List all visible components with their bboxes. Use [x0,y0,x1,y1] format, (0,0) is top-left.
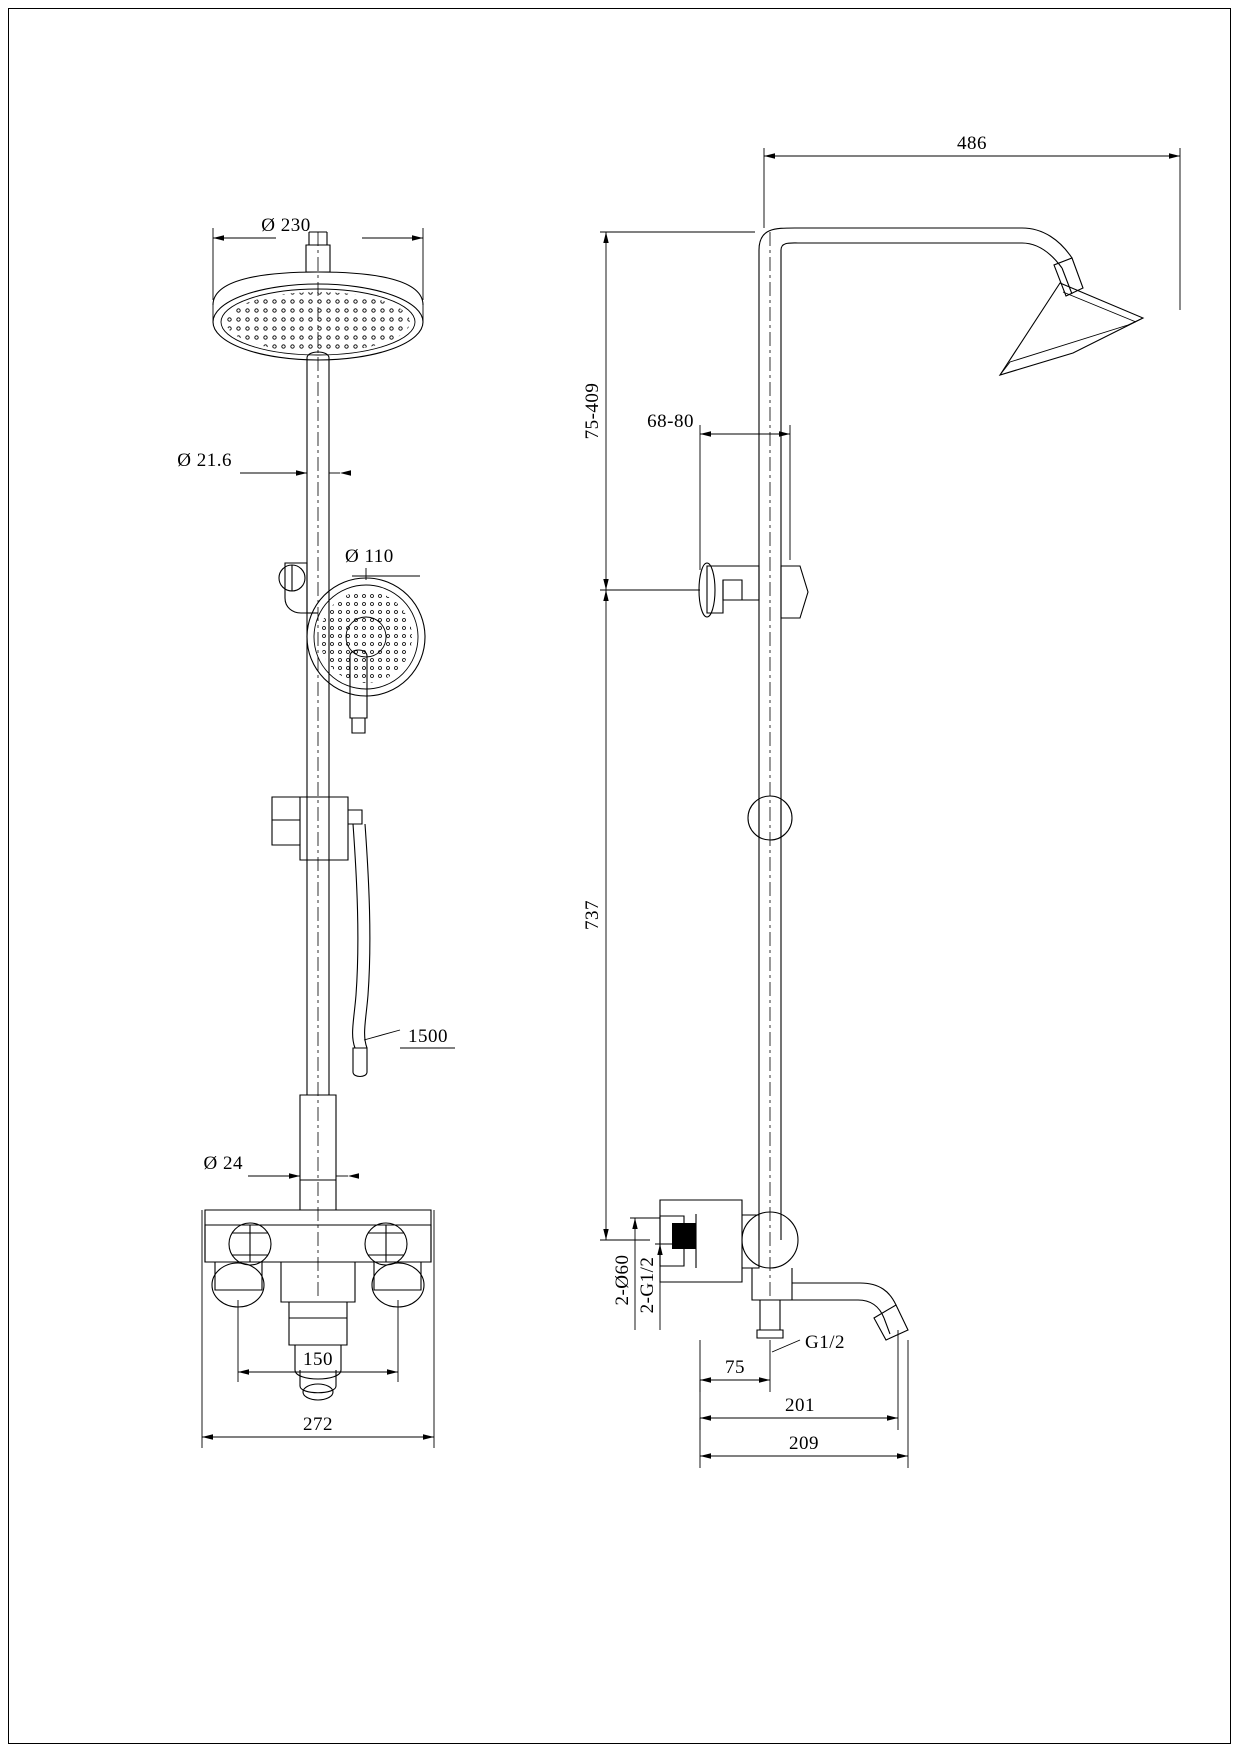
dim-wall-to-body-text: 75 [725,1357,745,1378]
dim-spout-thread-text: G1/2 [805,1332,845,1353]
dim-riser-height-text: 737 [582,900,603,930]
front-view [177,215,455,1448]
dim-inlet-thread [637,1244,690,1330]
dim-inlet-diameter [204,1153,348,1176]
side-wall-bracket [699,563,808,618]
side-view [582,133,1180,1468]
dim-wall-to-body [700,1340,770,1392]
dim-handshower-diameter-text: Ø 110 [345,546,394,567]
dim-riser-height [582,590,700,1240]
dim-handshower-diameter [345,546,420,580]
side-mixer-body [660,1200,908,1340]
dim-head-height-range-text: 75-409 [582,382,603,440]
dim-inlet-spacing-text: 150 [303,1349,333,1370]
dim-inlet-thread-text: 2-G1/2 [637,1256,658,1314]
front-handshower [279,563,425,733]
dim-bracket-projection-text: 68-80 [647,411,694,432]
dim-arm-reach [764,133,1180,310]
dim-riser-diameter-text: Ø 21.6 [177,450,232,471]
side-overhead-head [1000,258,1143,375]
dim-inlet-diameter-text: Ø 24 [203,1153,243,1174]
dim-hose-length [364,1026,455,1048]
dim-inlet-spacing [238,1300,398,1382]
dim-arm-reach-text: 486 [957,133,987,154]
dim-head-diameter-text: Ø 230 [261,215,311,236]
dim-inlet-holes-text: 2-Ø60 [612,1254,633,1306]
front-head-spray-face [226,292,410,352]
dim-spout-projection-1-text: 201 [785,1395,815,1416]
front-sliding-bracket [272,797,362,860]
dim-hose-length-text: 1500 [408,1026,448,1047]
dim-spout-projection-2-text: 209 [789,1433,819,1454]
side-shower-arm [759,228,1072,268]
dim-bracket-projection [647,411,790,570]
dim-overall-width-text: 272 [303,1414,333,1435]
dim-riser-diameter [177,450,340,473]
